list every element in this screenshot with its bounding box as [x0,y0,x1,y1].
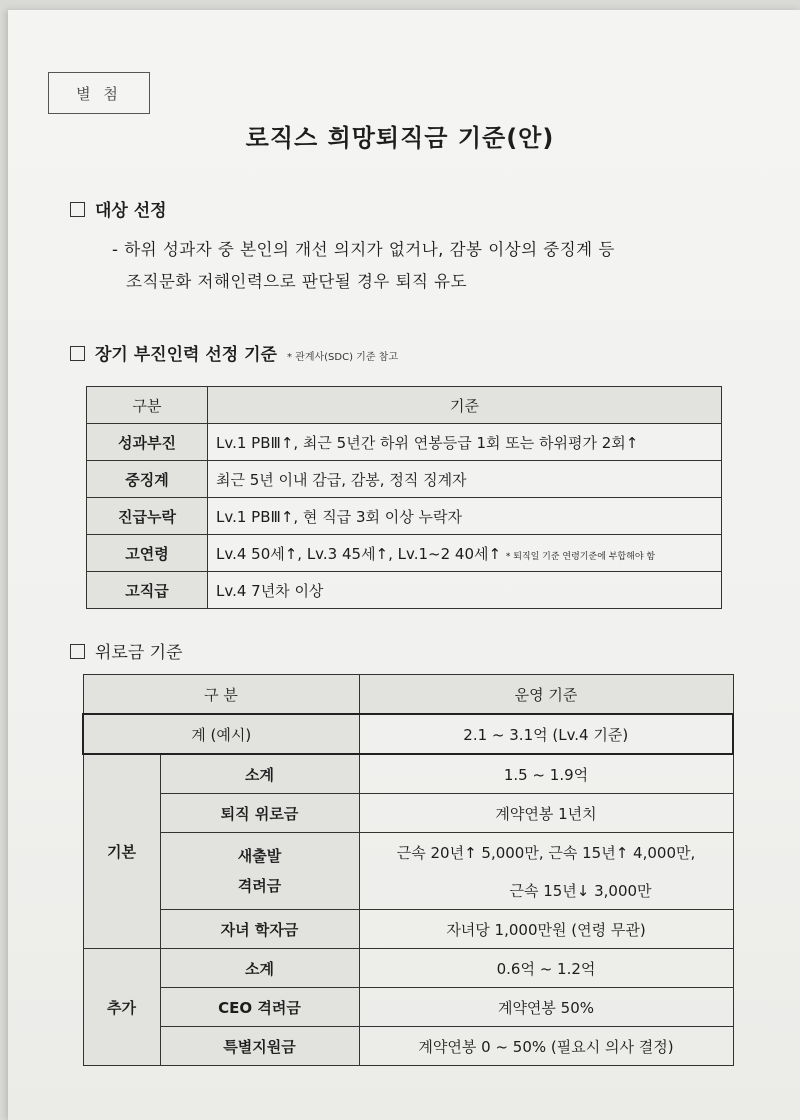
item-label: 특별지원금 [160,1027,359,1066]
header-category: 구분 [87,387,208,424]
row-criteria: 최근 5년 이내 감급, 감봉, 정직 징계자 [208,461,722,498]
checkbox-square-icon [70,346,85,361]
group-label-basic: 기본 [83,754,160,949]
section1-line1: - 하위 성과자 중 본인의 개선 의지가 없거나, 감봉 이상의 중징계 등 [112,240,615,259]
section-severance-heading [70,638,183,663]
section-target-selection-heading [70,196,167,221]
row-criteria: Lv.4 50세↑, Lv.3 45세↑, Lv.1~2 40세↑ [216,544,502,563]
table-row [87,572,722,609]
section-underperformer-heading [70,340,398,365]
table-row [83,833,733,872]
row-label: 진급누락 [87,498,208,535]
section-note: * 관계사(SDC) 기준 참고 [286,352,398,363]
item-value: 계약연봉 1년치 [359,794,733,833]
attachment-label: 별 첨 [48,72,150,114]
checkbox-square-icon [70,644,85,659]
item-label: CEO 격려금 [160,988,359,1027]
subtotal-value: 0.6억 ~ 1.2억 [359,949,733,988]
section-heading-text: 위로금 기준 [95,643,183,663]
section-heading-text: 장기 부진인력 선정 기준 [95,345,277,365]
header-operation-standard: 운영 기준 [359,675,733,715]
row-label: 고직급 [87,572,208,609]
severance-standard-table [82,674,734,1066]
table-row [87,498,722,535]
total-label: 계 (예시) [83,714,359,754]
section1-line2: 조직문화 저해인력으로 판단될 경우 퇴직 유도 [126,272,468,291]
header-category: 구 분 [83,675,359,715]
total-row [83,714,733,754]
item-label-line1: 새출발 [237,847,282,865]
section-heading-text: 대상 선정 [95,201,167,221]
subtotal-value: 1.5 ~ 1.9억 [359,754,733,794]
checkbox-square-icon [70,202,85,217]
item-label: 자녀 학자금 [160,910,359,949]
item-label-cell [160,833,359,910]
underperformer-criteria-table [86,386,722,609]
header-criteria: 기준 [208,387,722,424]
total-value: 2.1 ~ 3.1억 (Lv.4 기준) [359,714,733,754]
document-title: 로직스 희망퇴직금 기준(안) [245,124,555,152]
table-row [87,461,722,498]
table-row [83,949,733,988]
row-criteria: Lv.4 7년차 이상 [208,572,722,609]
row-label: 고연령 [87,535,208,572]
subtotal-label: 소계 [160,754,359,794]
group-label-extra: 추가 [83,949,160,1066]
table-row [83,988,733,1027]
item-value: 계약연봉 0 ~ 50% (필요시 의사 결정) [359,1027,733,1066]
item-label: 퇴직 위로금 [160,794,359,833]
item-value: 계약연봉 50% [359,988,733,1027]
table-row [87,424,722,461]
row-label: 성과부진 [87,424,208,461]
subtotal-label: 소계 [160,949,359,988]
item-value-line1: 근속 20년↑ 5,000만, 근속 15년↑ 4,000만, [359,833,733,872]
table-row [87,535,722,572]
item-label-line2: 격려금 [237,877,282,895]
table-header-row [83,675,733,715]
item-value-line2: 근속 15년↓ 3,000만 [359,871,733,910]
table-row [83,910,733,949]
table-header-row [87,387,722,424]
row-criteria-cell [208,535,722,572]
table-row [83,754,733,794]
table-row [83,794,733,833]
table-row [83,1027,733,1066]
item-value: 자녀당 1,000만원 (연령 무관) [359,910,733,949]
row-criteria: Lv.1 PBⅢ↑, 최근 5년간 하위 연봉등급 1회 또는 하위평가 2회↑ [208,424,722,461]
row-label: 중징계 [87,461,208,498]
row-criteria: Lv.1 PBⅢ↑, 현 직급 3회 이상 누락자 [208,498,722,535]
row-criteria-note: * 퇴직일 기준 연령기준에 부합해야 함 [505,551,656,562]
